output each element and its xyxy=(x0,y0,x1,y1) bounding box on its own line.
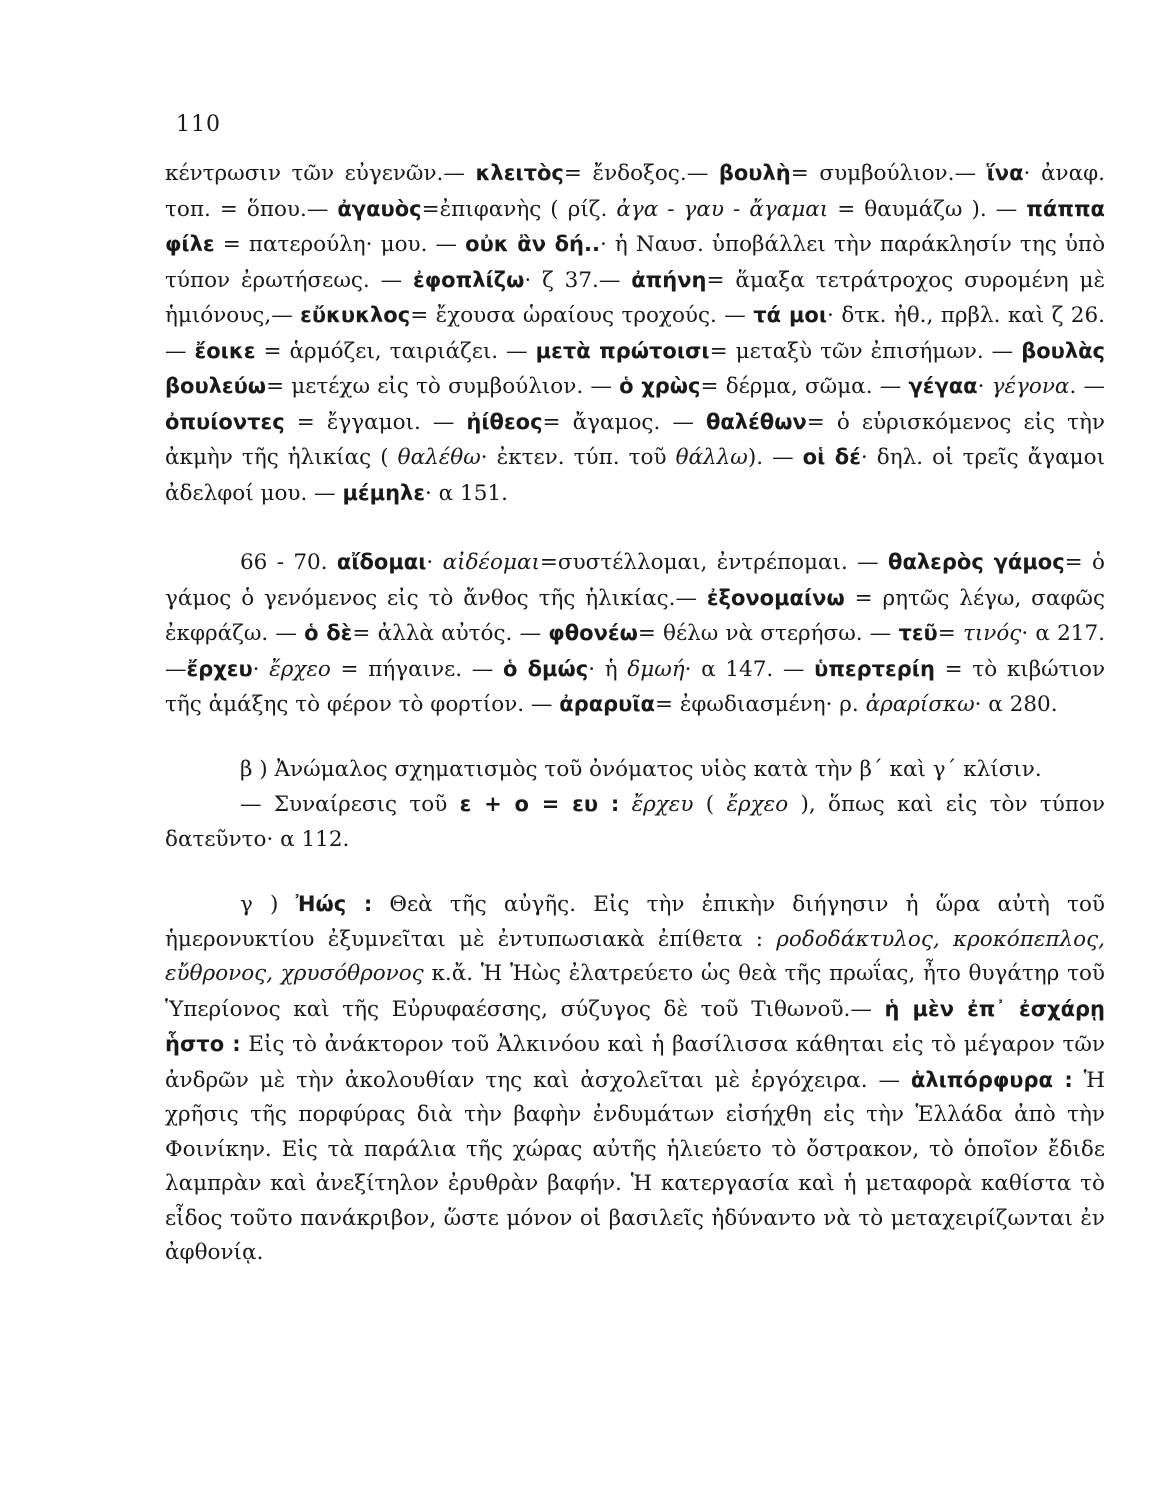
text-run: Εἰς τὸ ἀνάκτορον τοῦ Ἀλκινόου καὶ ἡ βασίλισσα κάθηται εἰς τὸ μέγαρον τῶν ἀνδρῶν μὲ τὴν ἀκολουθίαν της καὶ ἀσχολεῖται μὲ ἐργόχειρα. — xyxy=(165,1032,1105,1093)
body-text xyxy=(165,156,1105,1271)
headword: οὐκ ἂν δή.. xyxy=(465,232,600,256)
italic-form: ἔρχεο xyxy=(726,792,789,817)
headword: αἴδομαι xyxy=(336,550,427,574)
headword: ἔοικε xyxy=(194,338,256,363)
italic-form: θάλλω xyxy=(675,445,748,470)
text-run: = τὸ κιβώτιον τῆς ἁμάξης τὸ φέρον τὸ φορτίον. — xyxy=(165,656,1106,717)
text-run: = ἅμαξα τετράτροχος συρομένη μὲ ἡμιόνους,— xyxy=(165,267,1105,328)
text-run: = θέλω νὰ στερήσω. — xyxy=(637,621,899,646)
text-run: = θαυμάζω ). — xyxy=(828,196,1027,222)
text-run: = μεταξὺ τῶν ἐπισήμων. — xyxy=(709,338,1022,364)
text-run: ), ὅπως καὶ εἰς τὸν τύπον δατεῦντο· α 112. xyxy=(165,792,1106,852)
headword: ὀπυίοντες xyxy=(165,409,285,434)
text-run: γ ) xyxy=(240,892,296,917)
italic-form: θαλέθω xyxy=(397,445,481,470)
text-run: = ἔχουσα ὡραίους τροχούς. — xyxy=(410,303,754,328)
commentary-paragraph-5 xyxy=(165,887,1105,1271)
text-run: = πήγαινε. — xyxy=(330,656,503,682)
headword: ε + ο = ευ : xyxy=(459,792,620,816)
text-run: =ἐπιφανὴς ( ρίζ. xyxy=(421,196,617,222)
text-run: ( xyxy=(693,792,727,817)
text-run: = συμβούλιον.— xyxy=(790,161,987,186)
headword: θαλέθων xyxy=(705,409,807,434)
text-run: = ἀλλὰ αὐτός. — xyxy=(352,621,549,646)
text-run xyxy=(619,792,631,817)
text-run: · α 151. xyxy=(425,480,508,506)
text-run: = ἐφωδιασμένη· ρ. xyxy=(654,692,866,717)
headword: ἠίθεος xyxy=(466,409,543,434)
headword: ὁ δμώς xyxy=(503,656,589,681)
text-run: = ὁ γάμος ὁ γενόμενος εἰς τὸ ἄνθος τῆς ἡλικίας.— xyxy=(165,550,1105,611)
page-number: 110 xyxy=(176,112,221,137)
text-run: Ἡ χρῆσις τῆς πορφύρας διὰ τὴν βαφὴν ἐνδυμάτων εἰσήχθη εἰς τὴν Ἑλλάδα ἀπὸ τὴν Φοινίκην. Εἰς τὰ παράλια τῆς χώρας αὐτῆς ἡλιεύετο τὸ ὄστρακον, τὸ ὁποῖον ἔδιδε λαμπρὰν καὶ ἀνεξίτηλον ἐρυθρὰν βαφήν. Ἡ κατεργασία καὶ ἡ μεταφορὰ καθίστα τὸ εἶδος τοῦτο πανάκριβον, ὥστε μόνον οἱ βασιλεῖς ἠδύναντο νὰ τὸ μεταχειρίζωνται ἐν ἀφθονίᾳ. xyxy=(165,1067,1105,1265)
headword: ἐξονομαίνω xyxy=(706,585,845,610)
italic-form: γέγονα xyxy=(991,374,1070,399)
text-run: 66 - 70. xyxy=(240,550,337,575)
headword: τά μοι xyxy=(753,303,828,327)
text-run: = μετέχω εἰς τὸ συμβούλιον. — xyxy=(266,374,620,399)
commentary-paragraph-1 xyxy=(165,156,1105,511)
headword: ἀπήνη xyxy=(631,267,707,292)
italic-form: αἰδέομαι xyxy=(442,550,540,575)
italic-form: ροδοδάκτυλος, κροκόπεπλος, εὔθρονος, χρυσόθρονος xyxy=(165,926,1105,986)
italic-form: τινός xyxy=(962,621,1022,646)
text-run: = δέρμα, σῶμα. — xyxy=(700,374,909,399)
text-run: = ρητῶς λέγω, σαφῶς ἐκφράζω. — xyxy=(165,585,1105,646)
text-run: Θεὰ τῆς αὐγῆς. Εἰς τὴν ἐπικὴν διήγησιν ἡ ὥρα αὐτὴ τοῦ ἡμερονυκτίου ἐξυμνεῖται μὲ ἐντυπωσιακὰ ἐπίθετα : xyxy=(165,892,1105,952)
text-run: · ἐκτεν. τύπ. τοῦ xyxy=(480,445,676,470)
text-run: . — xyxy=(1069,374,1106,399)
headword: γέγαα xyxy=(908,374,978,398)
text-run: = πατερούλη· μου. — xyxy=(214,232,466,257)
headword: μέμηλε xyxy=(342,480,426,505)
italic-form: ἔρχευ xyxy=(631,792,694,817)
text-run: · ἡ xyxy=(588,656,628,682)
text-run: · xyxy=(977,374,992,399)
headword: εὔκυκλος xyxy=(300,303,411,327)
text-run: · α 147. — xyxy=(684,656,815,682)
text-run: κ.ἄ. Ἡ Ἠὼς ἐλατρεύετο ὡς θεὰ τῆς πρωΐας, ἦτο θυγάτηρ τοῦ Ὑπερίονος καὶ τῆς Εὐρυφαέσσης, σύζυγος δὲ τοῦ Τιθωνοῦ.— xyxy=(165,961,1105,1022)
headword: κλειτὸς xyxy=(475,161,564,185)
italic-form: ἀραρίσκω xyxy=(865,692,975,717)
text-run: = ἄγαμος. — xyxy=(542,409,706,435)
commentary-paragraph-4 xyxy=(165,787,1105,857)
text-run: · xyxy=(426,550,443,575)
headword: πάππα φίλε xyxy=(165,196,1105,256)
headword: ἀγαυὸς xyxy=(337,196,422,221)
headword: ἐφοπλίζω xyxy=(413,267,525,292)
headword: φθονέω xyxy=(548,621,638,645)
headword: Ἠώς : xyxy=(295,892,373,916)
headword: ἵνα xyxy=(986,161,1024,185)
text-run: · ἡ Ναυσ. ὑποβάλλει τὴν παράκλησίν της ὑπὸ τύπον ἐρωτήσεως. — xyxy=(165,232,1106,293)
text-run: · δηλ. οἱ τρεῖς ἄγαμοι ἀδελφοί μου. — xyxy=(165,445,1106,506)
headword: ἁλιπόρφυρα : xyxy=(910,1067,1073,1092)
text-run: · α 280. xyxy=(974,692,1058,717)
italic-form: ἀγα - γαυ - ἄγαμαι xyxy=(616,196,829,222)
text-run: = ἔγγαμοι. — xyxy=(284,409,467,435)
text-run: =συστέλλομαι, ἐντρέπομαι. — xyxy=(539,550,889,575)
headword: ὁ δὲ xyxy=(304,621,353,645)
text-run: ). — xyxy=(747,445,803,470)
commentary-paragraph-3 xyxy=(165,753,1105,788)
headword: ἡ μὲν ἐπ᾽ ἐσχάρῃ ἧστο : xyxy=(165,996,1106,1056)
headword: μετὰ πρώτοισι xyxy=(535,338,710,363)
text-run: = ἁρμόζει, ταιριάζει. — xyxy=(255,338,536,364)
text-run: · α 217. — xyxy=(165,621,1105,682)
text-run: · ζ 37.— xyxy=(524,267,632,293)
headword: ὑπερτερίη xyxy=(814,656,935,681)
text-run: β ) Ἀνώμαλος σχηματισμὸς τοῦ ὀνόματος υἱὸς κατὰ τὴν β΄ καὶ γ΄ κλίσιν. xyxy=(240,756,1042,782)
headword: ἀραρυῖα xyxy=(559,692,655,716)
headword: ὁ χρὼς xyxy=(619,374,701,398)
text-run: κέντρωσιν τῶν εὐγενῶν.— xyxy=(165,161,476,186)
text-run: = ὁ εὑρισκόμενος εἰς τὴν ἀκμὴν τῆς ἡλικίας ( xyxy=(165,409,1105,470)
text-run: · xyxy=(252,656,270,682)
headword: βουλὴ xyxy=(718,161,791,185)
headword: θαλερὸς γάμος xyxy=(888,550,1065,574)
italic-form: ἔρχεο xyxy=(269,656,331,682)
headword: οἱ δέ xyxy=(802,445,861,469)
text-run: = ἔνδοξος.— xyxy=(563,161,719,186)
headword: τεῦ xyxy=(898,621,938,645)
text-run: — Συναίρεσις τοῦ xyxy=(240,792,460,817)
text-run: = xyxy=(937,621,963,646)
commentary-paragraph-2 xyxy=(165,545,1105,723)
text-run: · δτκ. ἠθ., πρβλ. καὶ ζ 26.— xyxy=(165,303,1105,364)
headword: ἔρχευ xyxy=(186,656,253,681)
headword: βουλὰς βουλεύω xyxy=(165,338,1105,398)
text-run: · ἀναφ. τοπ. = ὅπου.— xyxy=(165,161,1106,222)
italic-form: δμωή xyxy=(627,656,685,682)
